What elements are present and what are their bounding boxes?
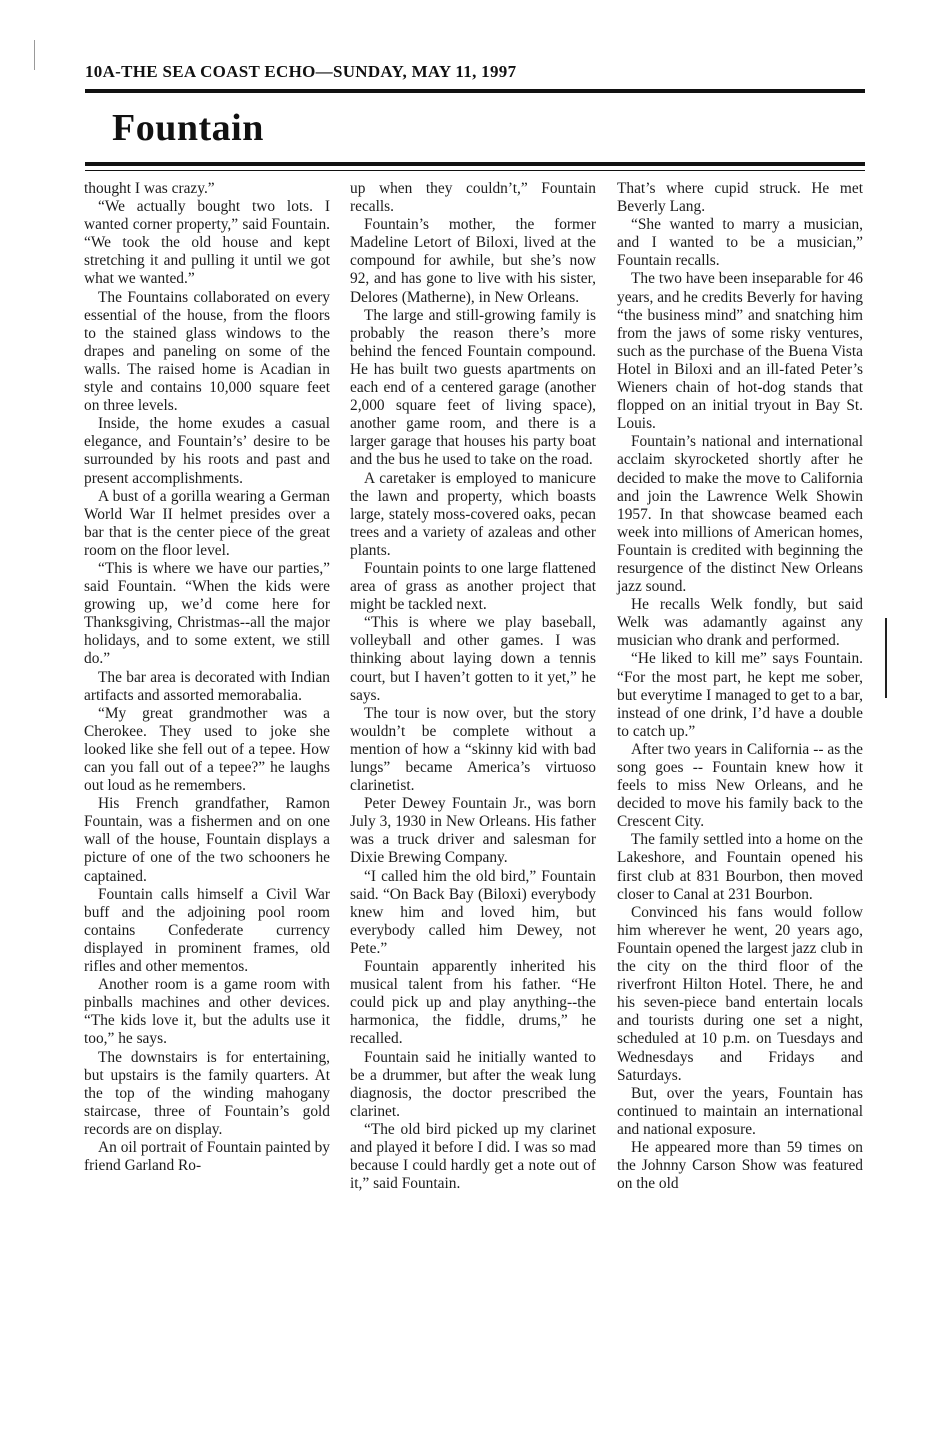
article-paragraph: He recalls Welk fondly, but said Welk was adamantly against any musician who drank and performed. [617, 596, 863, 650]
article-paragraph: thought I was crazy.” [84, 180, 215, 197]
article-paragraph: “This is where we play baseball, volleyball and other games. I was thinking about laying down a tennis court, but I haven’t gotten to it yet,” he says. [350, 614, 596, 704]
article-paragraph: “He liked to kill me” says Fountain. “For the most part, he kept me sober, but everytime I managed to get to a bar, instead of one drink, I’d have a double to catch up.” [617, 650, 863, 740]
article-paragraph: Convinced his fans would follow him wherever he went, 20 years ago, Fountain opened the largest jazz club in the city on the third floor of the riverfront Hilton Hotel. There, he and his seven-piece band entertain locals and tourists during one set a night, scheduled at 10 p.m. on Tuesdays and Wednesdays and Fridays and Saturdays. [617, 903, 863, 1084]
article-paragraph: After two years in California -- as the song goes -- Fountain knew how it feels to miss New Orleans, and he decided to move his family back to the Crescent City. [617, 740, 863, 831]
article-paragraph: “She wanted to marry a musician, and I wanted to be a musician,” Fountain recalls. [617, 216, 863, 270]
article-paragraph: The family settled into a home on the Lakeshore, and Fountain opened his first club at 831 Bourbon, then moved closer to Canal at 231 Bourbon. [617, 831, 863, 903]
article-paragraph: “My great grandmother was a Cherokee. They used to joke she looked like she fell out of a tepee. How can you fall out of a tepee?” he laughs out loud as he remembers. [84, 704, 330, 795]
article-paragraph: A caretaker is employed to manicure the lawn and property, which boasts large, stately moss-covered oaks, pecan trees and a variety of azaleas and other plants. [350, 469, 596, 559]
article-paragraph: up when they couldn’t,” Fountain recalls. [350, 180, 596, 216]
page-folio: 10A-THE SEA COAST ECHO—SUNDAY, MAY 11, 1997 [85, 62, 517, 81]
scan-edge-mark [34, 40, 35, 70]
article-paragraph: The downstairs is for entertaining, but upstairs is the family quarters. At the top of the winding mahogany staircase, three of Fountain’s gold records are on display. [84, 1048, 330, 1138]
top-rule [85, 89, 865, 93]
article-paragraph: The tour is now over, but the story wouldn’t be complete without a mention of how a “skinny kid with bad lungs” became America’s virtuoso clarinetist. [350, 704, 596, 795]
article-paragraph: Fountain said he initially wanted to be a drummer, but after the weak lung diagnosis, the doctor prescribed the clarinet. [350, 1048, 596, 1120]
article-paragraph: His French grandfather, Ramon Fountain, was a fishermen and on one wall of the house, Fountain displays a picture of one of the two schooners he captained. [84, 795, 330, 885]
article-column-3 [617, 180, 863, 1193]
margin-mark [885, 618, 887, 698]
article-paragraph: He appeared more than 59 times on the Johnny Carson Show was featured on the old [617, 1138, 863, 1193]
article-paragraph: The two have been inseparable for 46 years, and he credits Beverly for having “the business mind” and snatching him from the jaws of some risky ventures, such as the purchase of the Buena Vista Hotel in Biloxi and an ill-fated Peter’s Wieners chain of hot-dog stands that flopped on an initial tryout in Bay St. Louis. [617, 270, 863, 433]
article-paragraph: Fountain’s mother, the former Madeline Letort of Biloxi, lived at the compound for awhile, but she’s now 92, and has gone to live with his sister, Delores (Matherne), in New Orleans. [350, 216, 596, 306]
article-paragraph: But, over the years, Fountain has continued to maintain an international and national exposure. [617, 1084, 863, 1138]
article-paragraph: An oil portrait of Fountain painted by friend Garland Ro- [84, 1138, 330, 1175]
article-paragraph: The large and still-growing family is probably the reason there’s more behind the fenced Fountain compound. He has built two guests apartments on each end of a centered garage (another 2,000 square feet of living space), another game room, and there is a larger garage that houses his party boat and the bus he used to take on the road. [350, 306, 596, 469]
article-paragraph: Fountain’s national and international acclaim skyrocketed shortly after he decided to make the move to California and join the Lawrence Welk Showin 1957. In that showcase beamed each week into millions of American homes, Fountain is credited with beginning the resurgence of the distinct New Orleans jazz sound. [617, 433, 863, 596]
article-paragraph: “The old bird picked up my clarinet and played it before I did. I was so mad because I could hardly get a note out of it,” said Fountain. [350, 1120, 596, 1193]
article-paragraph: Inside, the home exudes a casual elegance, and Fountain’s’ desire to be surrounded by his roots and past and present accomplishments. [84, 415, 330, 487]
headline: Fountain [112, 107, 264, 149]
headline-thin-rule [85, 170, 865, 171]
article-paragraph: The Fountains collaborated on every essential of the house, from the floors to the stained glass windows to the drapes and paneling on some of the walls. The raised home is Acadian in style and contains 10,000 square feet on three levels. [84, 288, 330, 415]
article-column-1 [84, 180, 330, 1175]
article-paragraph: A bust of a gorilla wearing a German World War II helmet presides over a bar that is the center piece of the great room on the floor level. [84, 487, 330, 559]
article-paragraph: Fountain calls himself a Civil War buff and the adjoining pool room contains Confederate currency displayed in prominent frames, old rifles and other mementos. [84, 885, 330, 976]
article-paragraph: “We actually bought two lots. I wanted corner property,” said Fountain. “We took the old house and kept stretching it and pulling it until we got what we wanted.” [84, 198, 330, 288]
article-column-2 [350, 180, 596, 1193]
article-paragraph: The bar area is decorated with Indian artifacts and assorted memorabalia. [84, 668, 330, 704]
article-paragraph: “This is where we have our parties,” said Fountain. “When the kids were growing up, we’d come here for Thanksgiving, Christmas--all the major holidays, and to some extent, we still do.” [84, 559, 330, 668]
article-paragraph: “I called him the old bird,” Fountain said. “On Back Bay (Biloxi) everybody knew him and loved him, but everybody called him Dewey, not Pete.” [350, 867, 596, 957]
article-paragraph: That’s where cupid struck. He met Beverly Lang. [617, 180, 863, 216]
article-paragraph: Fountain apparently inherited his musical talent from his father. “He could pick up and play anything--the harmonica, the fiddle, drums,” he recalled. [350, 958, 596, 1048]
headline-rule [85, 162, 865, 166]
article-paragraph: Another room is a game room with pinballs machines and other devices. “The kids love it, but the adults use it too,” he says. [84, 976, 330, 1048]
article-paragraph: Fountain points to one large flattened area of grass as another project that might be tackled next. [350, 559, 596, 614]
article-paragraph: Peter Dewey Fountain Jr., was born July 3, 1930 in New Orleans. His father was a truck driver and salesman for Dixie Brewing Company. [350, 795, 596, 867]
